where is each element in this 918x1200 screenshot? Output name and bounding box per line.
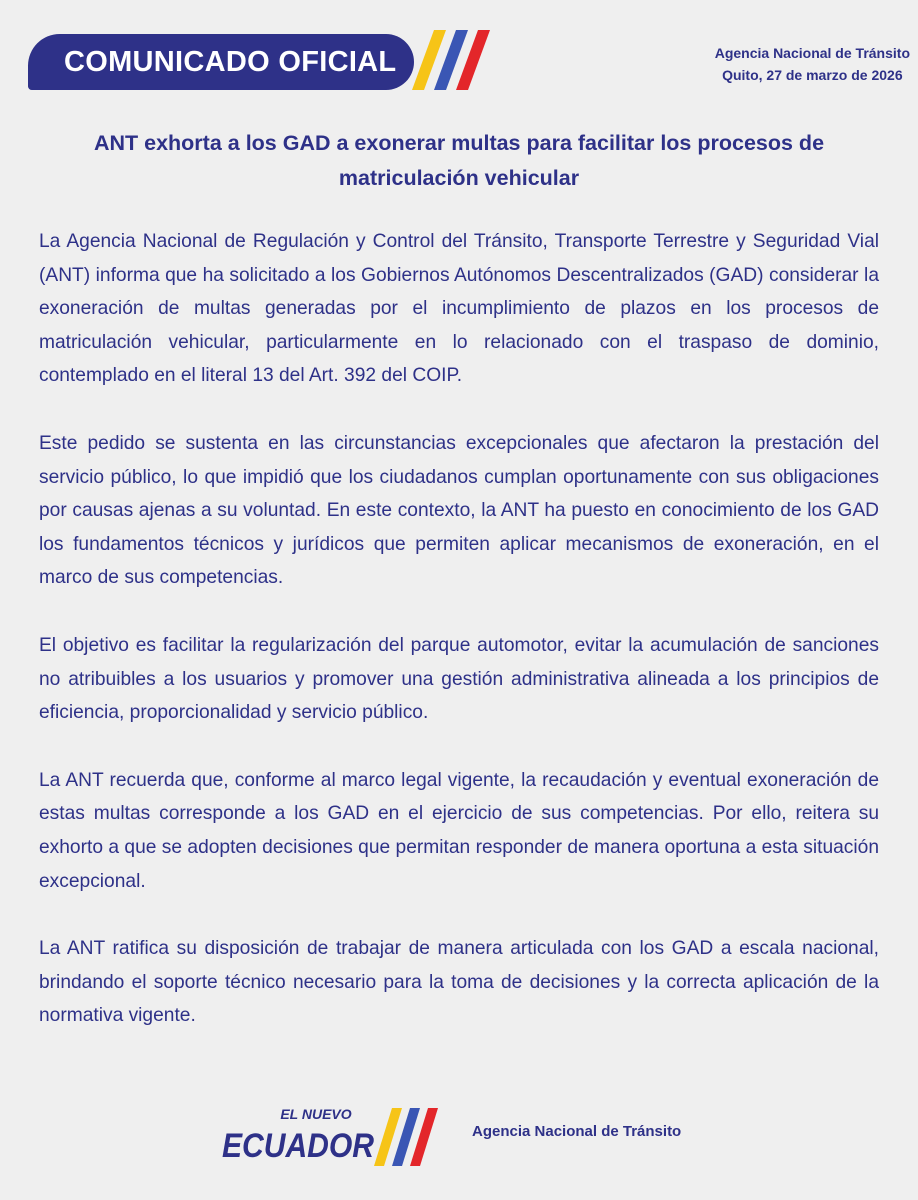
flag-stripes-icon: [410, 28, 502, 94]
paragraph: La ANT ratifica su disposición de trabajar de manera articulada con los GAD a escala nacional, brindando el soporte técnico necesario para la toma de decisiones y la correcta aplicación de la normativa vigente.: [39, 938, 879, 1027]
paragraph: Este pedido se sustenta en las circunstancias excepcionales que afectaron la prestación del servicio público, lo que impidió que los ciudadanos cumplan oportunamente con sus obligaciones por causas ajenas a su voluntad. En este contexto, la ANT ha puesto en conocimiento de los GAD los fundamentos técnicos y jurídicos que permiten aplicar mecanismos de exoneración, en el marco de sus competencias.: [39, 432, 879, 589]
paragraph: El objetivo es facilitar la regularización del parque automotor, evitar la acumulación de sanciones no atribuibles a los usuarios y promover una gestión administrativa alineada a los principios de eficiencia, proporcionalidad y servicio público.: [39, 634, 879, 724]
body-text: [39, 225, 879, 1067]
paragraph: La Agencia Nacional de Regulación y Control del Tránsito, Transporte Terrestre y Seguridad Vial (ANT) informa que ha solicitado a los Gobiernos Autónomos Descentralizados (GAD) considerar la exoneración de multas generadas por el incumplimiento de plazos en los procesos de matriculación vehicular, particularmente en lo relacionado con el traspaso de dominio, contemplado en el literal 13 del Art. 392 del COIP.: [39, 231, 879, 387]
headline: ANT exhorta a los GAD a exonerar multas para facilitar los procesos de matriculación vehicular: [93, 131, 825, 190]
footer-agency-name: Agencia Nacional de Tránsito: [472, 1123, 682, 1140]
header-place-date: Quito, 27 de marzo de 2026: [722, 67, 903, 83]
official-statement-banner: [28, 34, 414, 90]
logo-small-text: EL NUEVO: [280, 1106, 352, 1122]
banner-title: COMUNICADO OFICIAL: [64, 46, 397, 78]
header-agency-block: [715, 42, 910, 86]
header-agency-name: Agencia Nacional de Tránsito: [714, 45, 910, 61]
logo-big-text: ECUADOR: [222, 1127, 375, 1165]
paragraph: La ANT recuerda que, conforme al marco legal vigente, la recaudación y eventual exoneración de estas multas corresponde a los GAD en el ejercicio de sus competencias. Por ello, reitera su exhorto a que se adopten decisiones que permitan responder de manera oportuna a esta situación excepcional.: [39, 769, 879, 892]
el-nuevo-ecuador-logo: [218, 1102, 458, 1168]
